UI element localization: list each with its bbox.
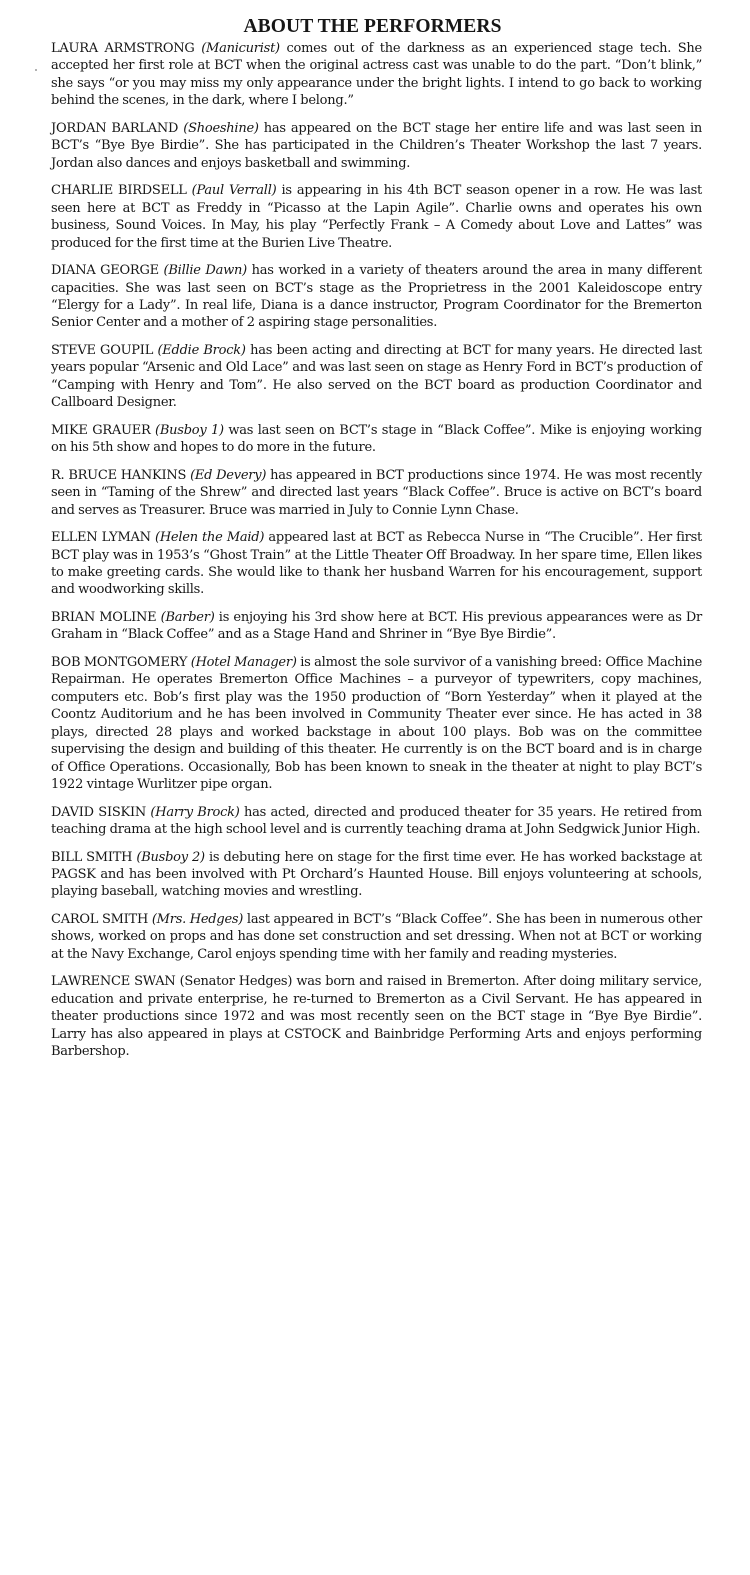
performer-role: (Eddie Brock)	[157, 342, 246, 358]
performer-bio-swan	[51, 973, 702, 1060]
performer-bio-moline	[51, 609, 702, 644]
performer-name: ELLEN LYMAN	[51, 530, 151, 546]
performer-bio-lyman	[51, 529, 702, 599]
performer-bio-carol-smith	[51, 911, 702, 963]
performer-bio-montgomery	[51, 654, 702, 794]
performer-role: (Hotel Manager)	[190, 654, 297, 670]
performer-role: (Manicurist)	[201, 41, 280, 56]
performer-bio-text: was born and raised in Bremerton. After doing military service, education and private enterprise, he re-turned to Bremerton as a Civil Servant. He has appeared in theater productions since 1972 and was most recently seen on the BCT stage in “Bye Bye Birdie”. Larry has also appeared in plays at CSTOCK and Bainbridge Performing Arts and enjoys performing Barbershop.	[51, 974, 702, 1060]
performer-bio-birdsell	[51, 182, 702, 252]
performer-name: CHARLIE BIRDSELL	[51, 183, 187, 199]
performer-name: BOB MONTGOMERY	[51, 654, 188, 670]
performer-role: (Mrs. Hedges)	[151, 911, 244, 927]
performer-bio-text: has worked in a variety of theaters around the area in many different capacities. She was last seen on BCT’s stage as the Proprietress in the 2001 Kaleidoscope entry “Elergy for a Lady”. In real life, Diana is a dance instructor, Program Coordinator for the Bremerton Senior Center and a mother of 2 aspiring stage personalities.	[51, 263, 703, 331]
scan-speck	[35, 69, 37, 71]
performer-role: (Ed Devery)	[190, 467, 267, 483]
performer-bio-text: is appearing in his 4th BCT season opener in a row. He was last seen here at BCT as Freddy in “Picasso at the Lapin Agile”. Charlie owns and operates his own business, Sound Voices. In May, his play “Perfectly Frank – A Comedy about Love and Lattes” was produced for the first time at the Burien Live Theatre.	[51, 183, 703, 251]
performer-role: (Busboy 1)	[155, 422, 224, 438]
performer-bio-armstrong	[51, 40, 702, 110]
performer-bio-barland	[51, 120, 702, 172]
performer-role: (Barber)	[160, 610, 215, 625]
performer-name: R. BRUCE HANKINS	[51, 467, 187, 483]
performer-name: LAURA ARMSTRONG	[51, 41, 195, 56]
performer-bio-text: comes out of the darkness as an experienced stage tech. She accepted her first role at BCT when the original actress cast was unable to do the part. “Don’t blink,” she says “or you may miss my only appearance under the bright lights. I intend to go back to working behind the scenes, in the dark, where I belong.”	[51, 41, 703, 109]
performer-role: (Shoeshine)	[183, 120, 259, 136]
performer-name: BRIAN MOLINE	[51, 610, 157, 625]
performer-bio-text: has appeared in BCT productions since 1974. He was most recently seen in “Taming of the Shrew” and directed last years “Black Coffee”. Bruce is active on BCT’s board and serves as Treasurer. Bruce was married in July to Connie Lynn Chase.	[51, 467, 702, 518]
performer-name: LAWRENCE SWAN	[51, 974, 176, 990]
performer-bio-grauer	[51, 422, 702, 457]
performer-bio-text: was last seen on BCT’s stage in “Black Coffee”. Mike is enjoying working on his 5th show and hopes to do more in the future.	[51, 422, 702, 456]
performer-role: (Paul Verrall)	[191, 183, 277, 199]
performer-bio-bill-smith	[51, 849, 702, 901]
performer-bio-text: is almost the sole survivor of a vanishing breed: Office Machine Repairman. He operates Bremerton Office Machines – a purveyor of typewriters, copy machines, computers etc. Bob’s first play was the 1950 production of “Born Yesterday” when it played at the Coontz Auditorium and he has been involved in Community Theater ever since. He has acted in 38 plays, directed 28 plays and worked backstage in about 100 plays. Bob was on the committee supervising the design and building of this theater. He currently is on the BCT board and is in charge of Office Operations. Occasionally, Bob has been known to sneak in the theater at night to play BCT’s 1922 vintage Wurlitzer pipe organ.	[51, 654, 703, 793]
page-heading: ABOUT THE PERFORMERS	[243, 16, 502, 37]
performer-role: (Senator Hedges)	[179, 974, 293, 990]
performer-name: DIANA GEORGE	[51, 263, 159, 279]
performer-name: JORDAN BARLAND	[51, 120, 179, 136]
performer-name: DAVID SISKIN	[51, 804, 146, 820]
performer-bio-text: appeared last at BCT as Rebecca Nurse in “The Crucible”. Her first BCT play was in 1953’s “Ghost Train” at the Little Theater Off Broadway. In her spare time, Ellen likes to make greeting cards. She would like to thank her husband Warren for his encouragement, support and woodworking skills.	[51, 530, 703, 598]
performer-role: (Busboy 2)	[136, 849, 205, 865]
performer-bio-text: last appeared in BCT’s “Black Coffee”. She has been in numerous other shows, worked on props and has done set construction and set dressing. When not at BCT or working at the Navy Exchange, Carol enjoys spending time with her family and reading mysteries.	[51, 911, 702, 962]
performer-role: (Billie Dawn)	[163, 263, 247, 279]
performer-name: MIKE GRAUER	[51, 422, 151, 438]
performer-bio-goupil	[51, 342, 702, 412]
performer-role: (Helen the Maid)	[155, 530, 265, 546]
performer-bio-hankins	[51, 467, 702, 519]
performer-name: CAROL SMITH	[51, 911, 149, 927]
performer-name: BILL SMITH	[51, 849, 133, 865]
performer-bio-george	[51, 262, 702, 332]
performer-name: STEVE GOUPIL	[51, 342, 154, 358]
performer-bio-siskin	[51, 804, 702, 839]
performer-bio-text: is debuting here on stage for the first time ever. He has worked backstage at PAGSK and has been involved with Pt Orchard’s Haunted House. Bill enjoys volunteering at schools, playing baseball, watching movies and wrestling.	[51, 849, 703, 900]
performer-role: (Harry Brock)	[150, 804, 240, 820]
performer-bio-text: is enjoying his 3rd show here at BCT. His previous appearances were as Dr Graham in “Black Coffee” and as a Stage Hand and Shriner in “Bye Bye Birdie”.	[51, 610, 703, 643]
performer-bio-text: has acted, directed and produced theater for 35 years. He retired from teaching drama at the high school level and is currently teaching drama at John Sedgwick Junior High.	[51, 804, 703, 837]
performer-bio-text: has appeared on the BCT stage her entire life and was last seen in BCT’s “Bye Bye Birdie”. She has participated in the Children’s Theater Workshop the last 7 years. Jordan also dances and enjoys basketball and swimming.	[51, 120, 702, 171]
performer-bio-text: has been acting and directing at BCT for many years. He directed last years popular “Arsenic and Old Lace” and was last seen on stage as Henry Ford in BCT’s production of “Camping with Henry and Tom”. He also served on the BCT board as production Coordinator and Callboard Designer.	[51, 342, 702, 411]
